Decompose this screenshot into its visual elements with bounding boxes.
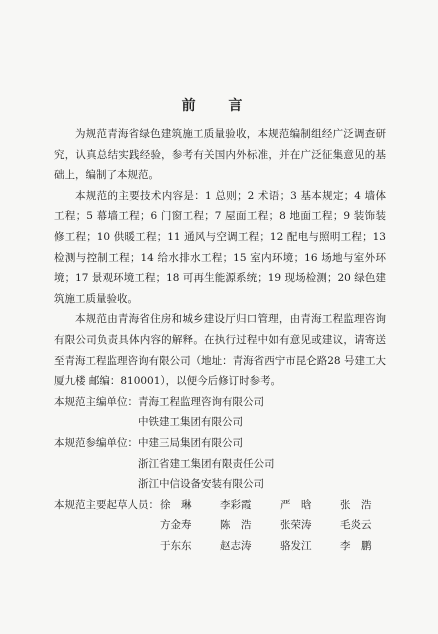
drafter-name: 徐 琳	[160, 498, 192, 511]
drafter-names	[160, 495, 390, 516]
chief-editor-unit: 中铁建工集团有限公司	[138, 416, 243, 429]
drafter-name: 张 浩	[340, 498, 372, 511]
drafters-row	[54, 495, 386, 516]
drafter-name: 赵志涛	[220, 539, 252, 552]
paragraph-purpose: 为规范青海省绿色建筑施工质量验收，本规范编制组经广泛调查研究，认真总结实践经验，参考有关国内外标准，并在广泛征集意见的基础上，编制了本规范。	[54, 128, 386, 182]
drafter-name: 于东东	[160, 539, 192, 552]
drafter-name: 骆发江	[280, 539, 312, 552]
drafters-label: 本规范主要起草人员：	[54, 498, 159, 511]
drafters-row	[54, 515, 386, 536]
co-editor-unit: 浙江中信设备安装有限公司	[138, 478, 264, 491]
paragraph-management: 本规范由青海省住房和城乡建设厅归口管理，由青海工程监理咨询有限公司负责具体内容的解释。在执行过程中如有意见或建议，请寄送至青海工程监理咨询有限公司（地址：青海省西宁市昆仑路28 号建工大厦九楼 邮编：810001），以便今后修订时参考。	[54, 313, 386, 388]
co-editor-label: 本规范参编单位：	[54, 436, 138, 449]
drafter-name: 张荣涛	[280, 519, 312, 532]
chief-editor-label: 本规范主编单位：	[54, 395, 138, 408]
drafter-name: 李彩霞	[220, 498, 252, 511]
co-editor-unit: 浙江省建工集团有限责任公司	[138, 457, 275, 470]
drafter-name: 陈 浩	[220, 519, 252, 532]
paragraph-contents: 本规范的主要技术内容是：1 总则；2 术语；3 基本规定；4 墙体工程；5 幕墙工程；6 门窗工程；7 屋面工程；8 地面工程；9 装饰装修工程；10 供暖工程；11 通风与空调工程；12 配电与照明工程；13 检测与控制工程；14 给水排水工程；15 室内环境；16 场地与室外环境；17 景观环境工程；18 可再生能源系统；19 现场检测；20 绿色建筑施工质量验收。	[54, 189, 386, 305]
drafter-names	[160, 515, 390, 536]
chief-editor-row	[54, 392, 386, 413]
drafter-names	[160, 536, 390, 557]
co-editor-row	[54, 433, 386, 454]
page-title: 前 言	[181, 98, 257, 114]
co-editor-unit: 中建三局集团有限公司	[138, 436, 243, 449]
drafter-name: 毛炎云	[340, 519, 372, 532]
drafter-name: 李 鹏	[340, 539, 372, 552]
drafter-name: 严 晗	[280, 498, 312, 511]
document-body	[54, 124, 386, 556]
drafter-name: 方金寿	[160, 519, 192, 532]
chief-editor-unit: 青海工程监理咨询有限公司	[138, 395, 264, 408]
drafters-row	[54, 536, 386, 557]
